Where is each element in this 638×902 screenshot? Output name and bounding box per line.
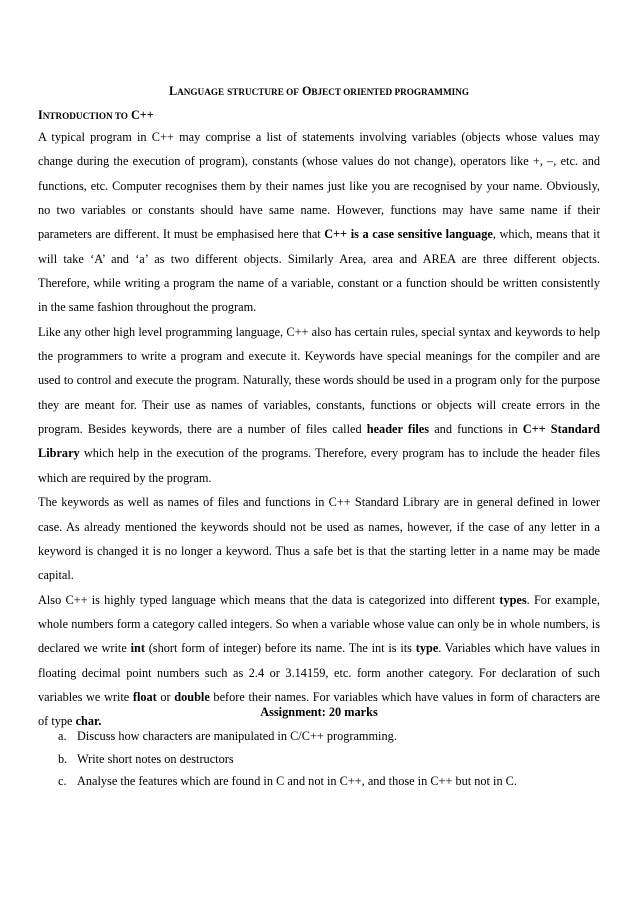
title-word-first: L [169, 84, 178, 98]
p4-bold-5: double [174, 689, 210, 704]
title-middle: STRUCTURE OF [227, 87, 299, 97]
list-item-text: Write short notes on destructors [77, 751, 234, 766]
p4-bold-4: float [132, 689, 157, 704]
section-heading [38, 108, 154, 123]
title-word-rest: ANGUAGE [177, 87, 225, 97]
heading-cpp: C++ [130, 108, 154, 122]
list-item-text: Discuss how characters are manipulated in C/C++ programming. [77, 729, 397, 743]
p1-text-1: A typical program in C++ may comprise a list of statements involving variables (objects whose values may change during the execution of program), constants (whose values do not change), operators like +, –, etc. and functions, etc. Computer recognises them by their names just like you are recognised by your name. Obviously, no two variables or constants should have same name. However, functions may have same name if their parameters are different. It must be emphasised here that [38, 130, 600, 242]
p2-text-2: and functions in [429, 422, 523, 437]
list-marker: a. [58, 729, 67, 743]
paragraph-1 [38, 125, 600, 320]
p4-bold-6: char. [75, 714, 102, 729]
p2-bold-1: header files [366, 422, 430, 437]
list-item [58, 725, 598, 748]
list-marker: c. [58, 774, 67, 788]
assignment-title: Assignment: 20 marks [260, 705, 378, 719]
list-item [58, 748, 598, 771]
document-title [38, 84, 600, 99]
p4-text-3: (short form of integer) before its name. The int is its [144, 641, 416, 656]
p2-bold-2: C++ Standard Library [38, 422, 600, 461]
p4-bold-2: int [130, 641, 145, 656]
document-page [38, 0, 600, 902]
title-word3-first: O [301, 84, 312, 98]
assignment-list [58, 725, 598, 793]
p3-text-1: The keywords as well as names of files and functions in C++ Standard Library are in general defined in lower case. As already mentioned the keywords should not be used as names, however, if the case of any letter in a keyword is changed it is no longer a keyword. Thus a safe bet is that the starting letter in a name may be made capital. [38, 495, 600, 583]
p2-text-1: Like any other high level programming language, C++ also has certain rules, special syntax and keywords to help the programmers to write a program and execute it. Keywords have special meanings for the compiler and are used to control and execute the program. Naturally, these words should be used in a program only for the purpose they are meant for. Their use as names of variables, constants, functions or objects will create errors in the program. Besides keywords, there are a number of files called [38, 324, 600, 437]
p2-text-3: which help in the execution of the programs. Therefore, every program has to include the header files which are required by the program. [38, 446, 600, 485]
heading-rest: NTRODUCTION TO [42, 111, 128, 121]
p1-bold-1: C++ is a case sensitive language [324, 227, 493, 242]
list-item-text: Analyse the features which are found in C and not in C++, and those in C++ but not in C. [77, 774, 517, 788]
p4-text-4: . Variables which have values in floating decimal point numbers such as 2.4 or 3.14159, etc. form another category. For declaration of such variables we write [38, 641, 601, 704]
p4-bold-3: type [415, 641, 439, 656]
body-text [38, 125, 600, 734]
list-item [58, 770, 598, 793]
p4-bold-1: types [499, 592, 527, 607]
p4-text-5: or [156, 689, 175, 704]
list-marker: b. [58, 751, 68, 766]
paragraph-3 [38, 490, 600, 587]
p4-text-2: . For example, whole numbers form a category called integers. So when a variable whose value can only be in whole numbers, is declared we write [38, 592, 600, 656]
heading-first: I [38, 108, 43, 122]
title-word3-rest: BJECT ORIENTED PROGRAMMING [311, 87, 469, 97]
p1-text-2: , which, means that it will take ‘A’ and ‘a’ as two different objects. Similarly Area, area and AREA are three different objects. Therefore, while writing a program the name of a variable, constant or a function should be written consistently in the same fashion throughout the program. [38, 227, 600, 315]
paragraph-2 [38, 320, 600, 490]
p4-text-1: Also C++ is highly typed language which means that the data is categorized into different [38, 592, 500, 607]
p4-text-6: before their names. For variables which have values in form of characters are of type [38, 689, 600, 729]
